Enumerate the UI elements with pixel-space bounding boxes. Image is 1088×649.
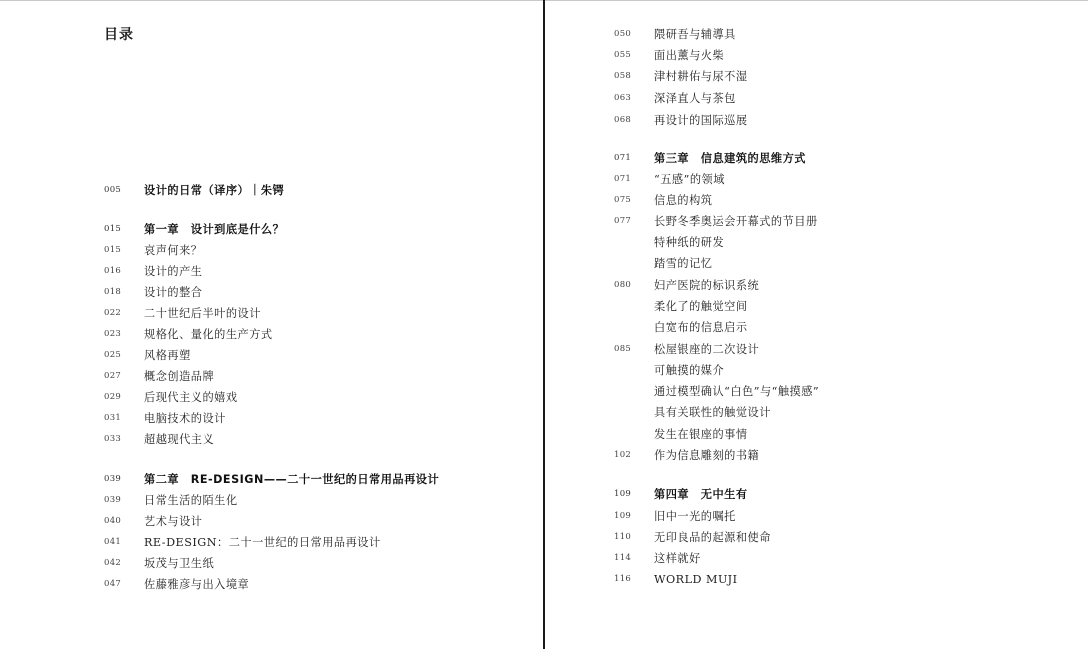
toc-page-number: 110 [614,532,632,542]
toc-entry[interactable] [104,324,273,344]
toc-entry[interactable] [614,484,748,504]
toc-page-number: 042 [104,558,122,568]
toc-entry[interactable] [614,211,818,231]
toc-page-number: 033 [104,434,122,444]
toc-page-number: 063 [614,93,632,103]
toc-page-number: 025 [104,350,122,360]
toc-page-number: 114 [614,553,632,563]
toc-entry-title: RE-DESIGN：二十一世纪的日常用品再设计 [144,536,381,549]
toc-entry[interactable] [614,232,724,252]
toc-entry[interactable] [614,569,738,589]
toc-entry[interactable] [104,261,202,281]
toc-entry-title: 设计的整合 [144,286,203,299]
toc-entry[interactable] [614,190,712,210]
toc-entry[interactable] [614,527,771,547]
toc-entry[interactable] [104,303,261,323]
toc-entry[interactable] [614,110,748,130]
toc-page-number: 075 [614,195,632,205]
toc-entry[interactable] [614,548,701,568]
toc-page-number: 102 [614,450,632,460]
toc-entry-title: 白宽布的信息启示 [654,321,748,334]
toc-page-number: 109 [614,489,632,499]
toc-heading: 第三章 信息建筑的思维方式 [654,152,806,165]
toc-page-number: 071 [614,153,632,163]
toc-entry-title: 日常生活的陌生化 [144,494,238,507]
toc-entry-title: 哀声何来？ [144,244,203,257]
toc-entry[interactable] [104,219,284,239]
toc-entry-title: 设计的产生 [144,265,203,278]
toc-entry-title: 隈研吾与辅導具 [654,28,736,41]
toc-entry-title: 风格再塑 [144,349,191,362]
toc-entry[interactable] [104,408,226,428]
toc-page-number: 040 [104,516,122,526]
toc-entry-title: 妇产医院的标识系统 [654,279,760,292]
toc-page-number: 047 [104,579,122,589]
toc-entry-title: 津村耕佑与尿不湿 [654,70,748,83]
toc-entry-title: “五感”的领域 [654,173,725,186]
toc-entry[interactable] [104,180,284,200]
toc-entry-title: 后现代主义的嬉戏 [144,391,238,404]
toc-page-number: 050 [614,29,632,39]
toc-page-number: 116 [614,574,632,584]
toc-heading: 第四章 无中生有 [654,488,748,501]
toc-entry-title: 再设计的国际巡展 [654,114,748,127]
toc-entry[interactable] [614,402,771,422]
toc-entry[interactable] [104,532,381,552]
toc-page-number: 058 [614,71,632,81]
toc-page-number: 022 [104,308,122,318]
toc-entry[interactable] [614,24,736,44]
toc-entry[interactable] [104,282,202,302]
toc-page-number: 027 [104,371,122,381]
toc-entry[interactable] [614,275,759,295]
toc-page-number: 071 [614,174,632,184]
toc-entry[interactable] [104,429,214,449]
toc-entry-title: 面出薰与火柴 [654,49,725,62]
toc-entry-title: 佐藤雅彦与出入境章 [144,578,250,591]
toc-entry[interactable] [104,345,191,365]
toc-page-number: 085 [614,344,632,354]
toc-entry[interactable] [104,553,214,573]
toc-page-number: 039 [104,495,122,505]
toc-entry[interactable] [104,490,238,510]
toc-page-number: 018 [104,287,122,297]
toc-entry[interactable] [104,469,439,489]
toc-entry-title: WORLD MUJI [654,572,738,586]
toc-heading: 设计的日常（译序）｜朱锷 [144,184,285,197]
toc-entry-title: 具有关联性的触觉设计 [654,406,771,419]
toc-entry[interactable] [614,253,712,273]
page-title: 目录 [104,27,134,43]
toc-page-number: 055 [614,50,632,60]
toc-entry-title: 长野冬季奥运会开幕式的节目册 [654,215,818,228]
toc-heading: 第二章 RE-DESIGN——二十一世纪的日常用品再设计 [144,473,440,486]
toc-page-number: 080 [614,280,632,290]
toc-entry-title: 这样就好 [654,552,701,565]
toc-entry-title: 发生在银座的事情 [654,428,748,441]
toc-page-number: 029 [104,392,122,402]
page-gutter [543,0,545,649]
toc-page-number: 015 [104,245,122,255]
toc-entry[interactable] [104,574,249,594]
toc-page-number: 041 [104,537,122,547]
toc-entry[interactable] [614,88,736,108]
toc-entry-title: 无印良品的起源和使命 [654,531,771,544]
toc-entry-title: 电脑技术的设计 [144,412,226,425]
toc-entry-title: 可触摸的媒介 [654,364,725,377]
toc-left-column [104,0,524,649]
toc-entry-title: 松屋银座的二次设计 [654,343,760,356]
toc-page-number: 109 [614,511,632,521]
toc-entry[interactable] [614,169,725,189]
toc-page-number: 015 [104,224,122,234]
toc-entry-title: 通过模型确认“白色”与“触摸感” [654,385,820,398]
toc-entry-title: 二十世纪后半叶的设计 [144,307,261,320]
toc-entry[interactable] [614,360,724,380]
toc-page-number: 068 [614,115,632,125]
toc-entry-title: 概念创造品牌 [144,370,215,383]
toc-entry-title: 踏雪的记忆 [654,257,713,270]
toc-page-number: 016 [104,266,122,276]
toc-entry[interactable] [614,381,819,401]
toc-entry[interactable] [614,148,806,168]
toc-entry-title: 特种纸的研发 [654,236,725,249]
toc-page-number: 023 [104,329,122,339]
toc-entry-title: 坂茂与卫生纸 [144,557,215,570]
toc-entry[interactable] [614,66,748,86]
toc-entry-title: 旧中一光的嘱托 [654,510,736,523]
toc-entry-title: 作为信息雕刻的书籍 [654,449,760,462]
toc-entry-title: 艺术与设计 [144,515,203,528]
toc-heading: 第一章 设计到底是什么？ [144,223,285,236]
toc-entry[interactable] [614,45,724,65]
toc-entry[interactable] [104,240,202,260]
toc-page-number: 005 [104,185,122,195]
toc-entry[interactable] [614,506,736,526]
toc-entry-title: 规格化、量化的生产方式 [144,328,273,341]
toc-page-number: 031 [104,413,122,423]
toc-entry[interactable] [104,511,202,531]
toc-page-number: 077 [614,216,632,226]
toc-entry-title: 柔化了的触觉空间 [654,300,748,313]
toc-entry[interactable] [614,317,748,337]
toc-entry[interactable] [614,296,748,316]
toc-entry-title: 信息的构筑 [654,194,713,207]
toc-entry[interactable] [614,339,759,359]
toc-entry[interactable] [104,387,238,407]
toc-entry[interactable] [614,445,759,465]
toc-page-number: 039 [104,474,122,484]
toc-entry-title: 超越现代主义 [144,433,215,446]
toc-entry[interactable] [614,424,748,444]
toc-entry-title: 深泽直人与茶包 [654,92,736,105]
toc-entry[interactable] [104,366,214,386]
toc-right-column [614,0,1074,649]
